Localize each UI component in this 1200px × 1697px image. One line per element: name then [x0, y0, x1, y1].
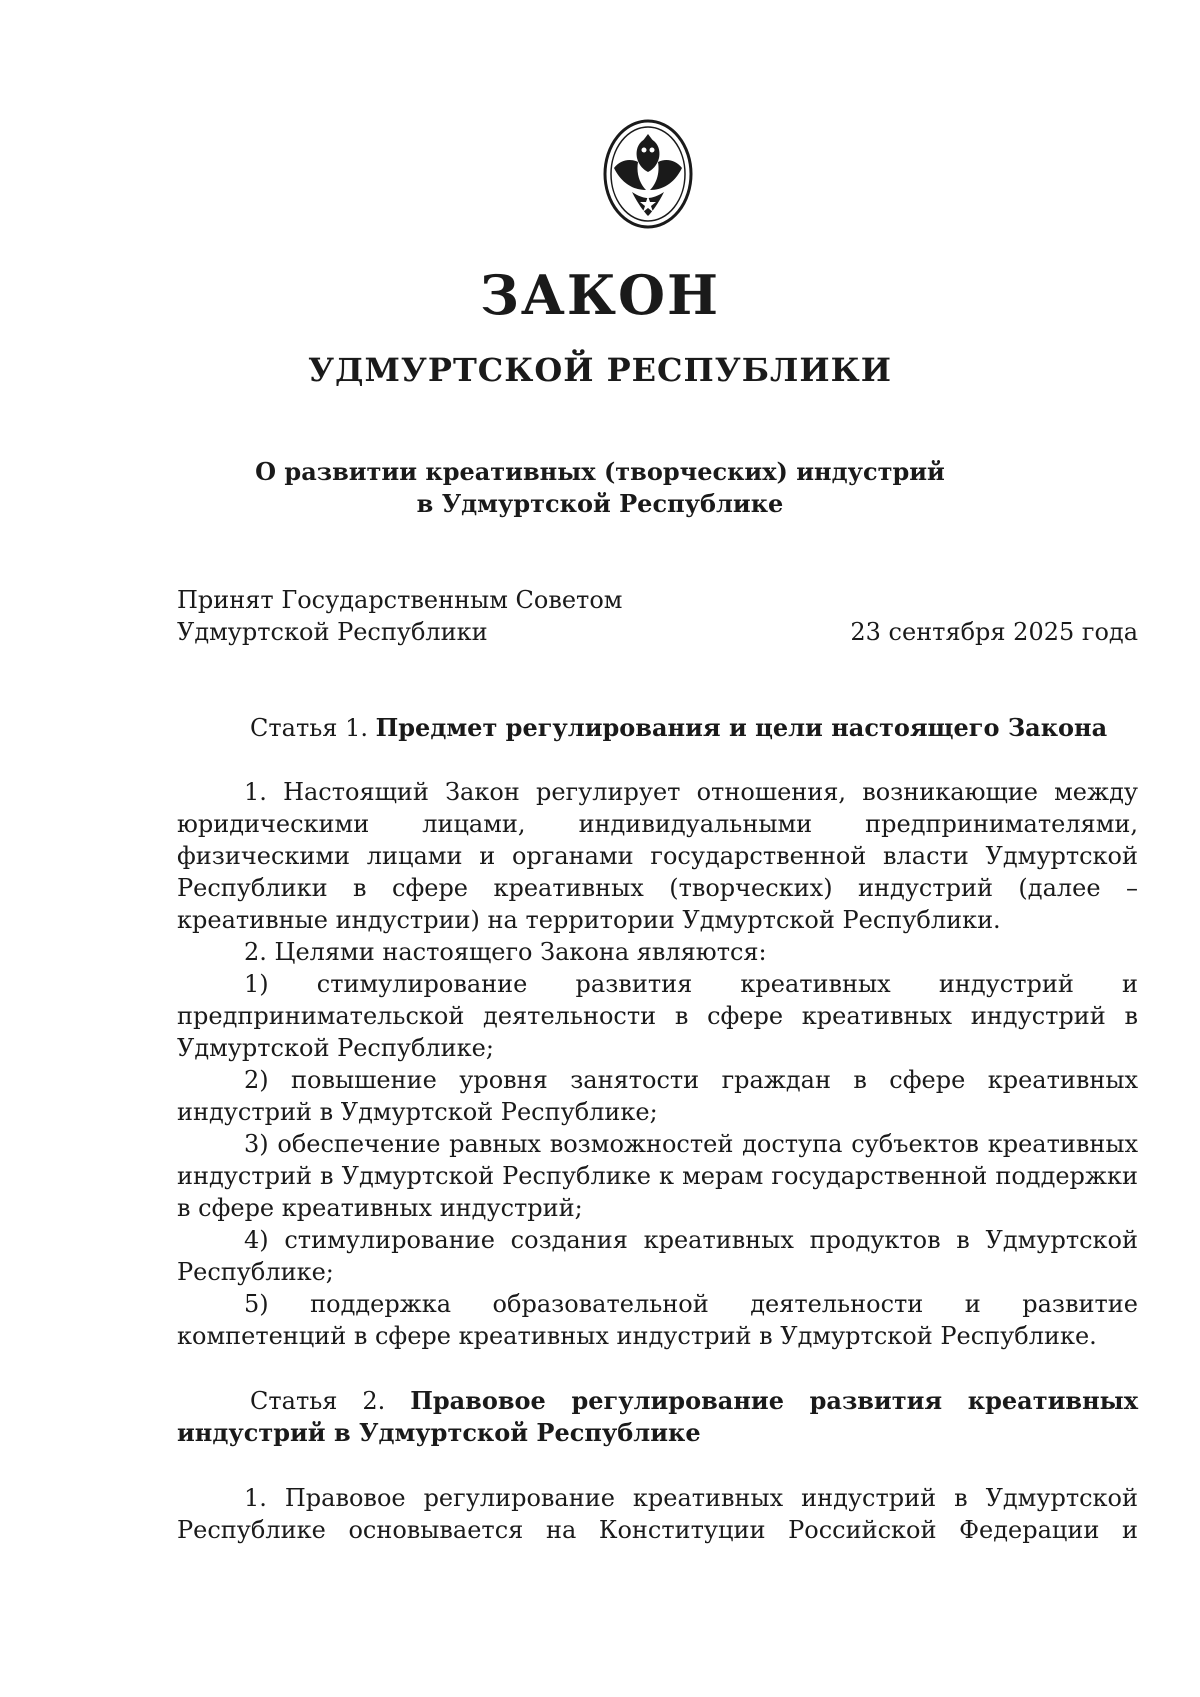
article-1-item-4: 4) стимулирование создания креативных продуктов в Удмуртской Республике;: [177, 1226, 1138, 1286]
document-title: ЗАКОН: [479, 263, 721, 327]
article-1-item-3: 3) обеспечение равных возможностей доступа субъектов креативных индустрий в Удмуртской Республике к мерам государственной поддержки в сфере креативных индустрий;: [177, 1130, 1138, 1222]
article-2-title: Правовое регулирование развития креативных индустрий в Удмуртской Республике: [177, 1386, 1138, 1447]
article-2-heading: [177, 1385, 1138, 1449]
article-1-number: Статья 1.: [250, 714, 368, 742]
article-1-paragraph-2: 2. Целями настоящего Закона являются:: [244, 938, 767, 966]
article-1-item-1: 1) стимулирование развития креативных индустрий и предпринимательской деятельности в сфере креативных индустрий в Удмуртской Республике;: [177, 970, 1138, 1062]
document-subtitle: УДМУРТСКОЙ РЕСПУБЛИКИ: [308, 351, 892, 389]
article-2-paragraph-1: 1. Правовое регулирование креативных индустрий в Удмуртской Республике основывается на Конституции Российской Федерации и: [177, 1484, 1138, 1544]
coat-of-arms-icon: [602, 118, 694, 230]
article-2-number: Статья 2.: [250, 1387, 386, 1415]
adoption-line-1: Принят Государственным Советом: [177, 586, 623, 614]
adoption-statement: [177, 584, 622, 648]
law-name-line-1: О развитии креативных (творческих) индустрий: [255, 457, 945, 486]
article-1-paragraph-1: 1. Настоящий Закон регулирует отношения, возникающие между юридическими лицами, индивидуальными предпринимателями, физическими лицами и органами государственной власти Удмуртской Республики в сфере креативных (творческих) индустрий (далее – креативные индустрии) на территории Удмуртской Республики.: [177, 778, 1138, 934]
law-name: [0, 456, 1200, 520]
article-1-title: Предмет регулирования и цели настоящего Закона: [375, 713, 1108, 742]
article-1-item-2: 2) повышение уровня занятости граждан в сфере креативных индустрий в Удмуртской Республике;: [177, 1066, 1138, 1126]
adoption-date: 23 сентября 2025 года: [850, 618, 1138, 646]
adoption-line-2: Удмуртской Республики: [177, 618, 488, 646]
article-1-heading: [250, 712, 1138, 744]
article-1-item-5: 5) поддержка образовательной деятельности и развитие компетенций в сфере креативных индустрий в Удмуртской Республике.: [177, 1290, 1138, 1350]
law-name-line-2: в Удмуртской Республике: [416, 489, 784, 518]
